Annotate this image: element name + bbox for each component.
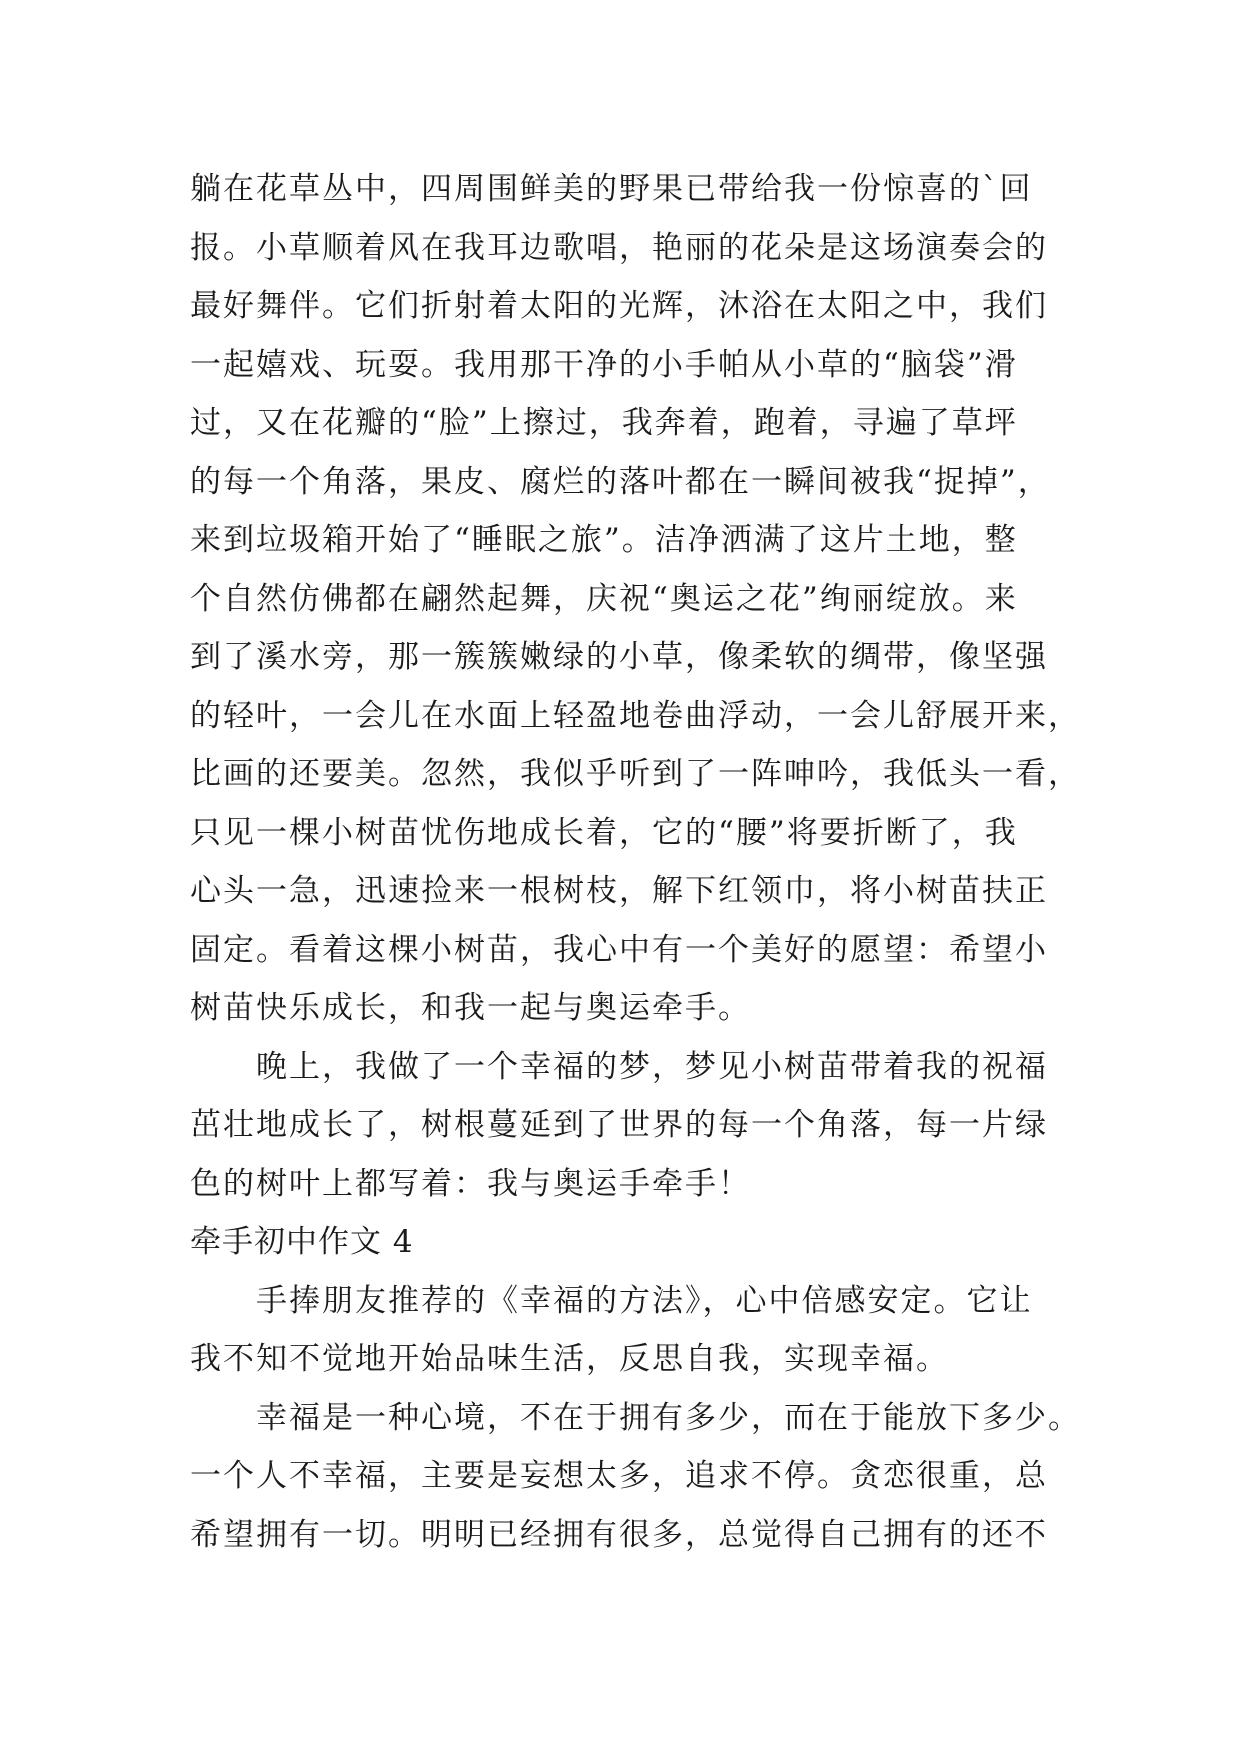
body-line: 一个人不幸福，主要是妄想太多，追求不停。贪恋很重，总: [190, 1458, 1048, 1494]
body-line: 的每一个角落，果皮、腐烂的落叶都在一瞬间被我“捉掉”，: [190, 463, 1051, 500]
paragraph-first-line: 手捧朋友推荐的《幸福的方法》，心中倍感安定。它让: [256, 1282, 1033, 1319]
body-line: 个自然仿佛都在翩然起舞，庆祝“奥运之花”绚丽绽放。来: [190, 580, 1018, 617]
body-line: 希望拥有一切。明明已经拥有很多，总觉得自己拥有的还不: [190, 1516, 1048, 1553]
body-line: 来到垃圾箱开始了“睡眠之旅”。洁净洒满了这片土地，整: [190, 522, 1018, 558]
body-line: 树苗快乐成长，和我一起与奥运牵手。: [190, 990, 751, 1026]
body-line: 最好舞伴。它们折射着太阳的光辉，沐浴在太阳之中，我们: [190, 288, 1048, 324]
section-heading: 牵手初中作文 4: [190, 1224, 414, 1260]
body-line: 躺在花草丛中，四周围鲜美的野果已带给我一份惊喜的`回: [190, 171, 1033, 207]
body-line: 我不知不觉地开始品味生活，反思自我，实现幸福。: [190, 1341, 949, 1377]
body-line: 只见一棵小树苗忧伤地成长着，它的“腰”将要折断了，我: [190, 814, 1018, 851]
body-line: 报。小草顺着风在我耳边歌唱，艳丽的花朵是这场演奏会的: [190, 229, 1048, 266]
body-line: 茁壮地成长了，树根蔓延到了世界的每一个角落，每一片绿: [190, 1107, 1048, 1143]
body-line: 过，又在花瓣的“脸”上擦过，我奔着，跑着，寻遍了草坪: [190, 405, 1018, 441]
paragraph-first-line: 幸福是一种心境，不在于拥有多少，而在于能放下多少。: [256, 1399, 1081, 1436]
body-line: 比画的还要美。忽然，我似乎听到了一阵呻吟，我低头一看，: [190, 756, 1081, 792]
body-line: 到了溪水旁，那一簇簇嫩绿的小草，像柔软的绸带，像坚强: [190, 639, 1048, 675]
body-line: 的轻叶，一会儿在水面上轻盈地卷曲浮动，一会儿舒展开来，: [190, 697, 1081, 734]
document-body: [190, 160, 1081, 1564]
body-line: 色的树叶上都写着：我与奥运手牵手！: [190, 1165, 751, 1202]
paragraph-first-line: 晚上，我做了一个幸福的梦，梦见小树苗带着我的祝福: [256, 1048, 1048, 1085]
body-line: 一起嬉戏、玩耍。我用那干净的小手帕从小草的“脑袋”滑: [190, 346, 1018, 383]
body-line: 心头一急，迅速捡来一根树枝，解下红领巾，将小树苗扶正: [190, 873, 1048, 909]
body-line: 固定。看着这棵小树苗，我心中有一个美好的愿望：希望小: [190, 931, 1048, 968]
